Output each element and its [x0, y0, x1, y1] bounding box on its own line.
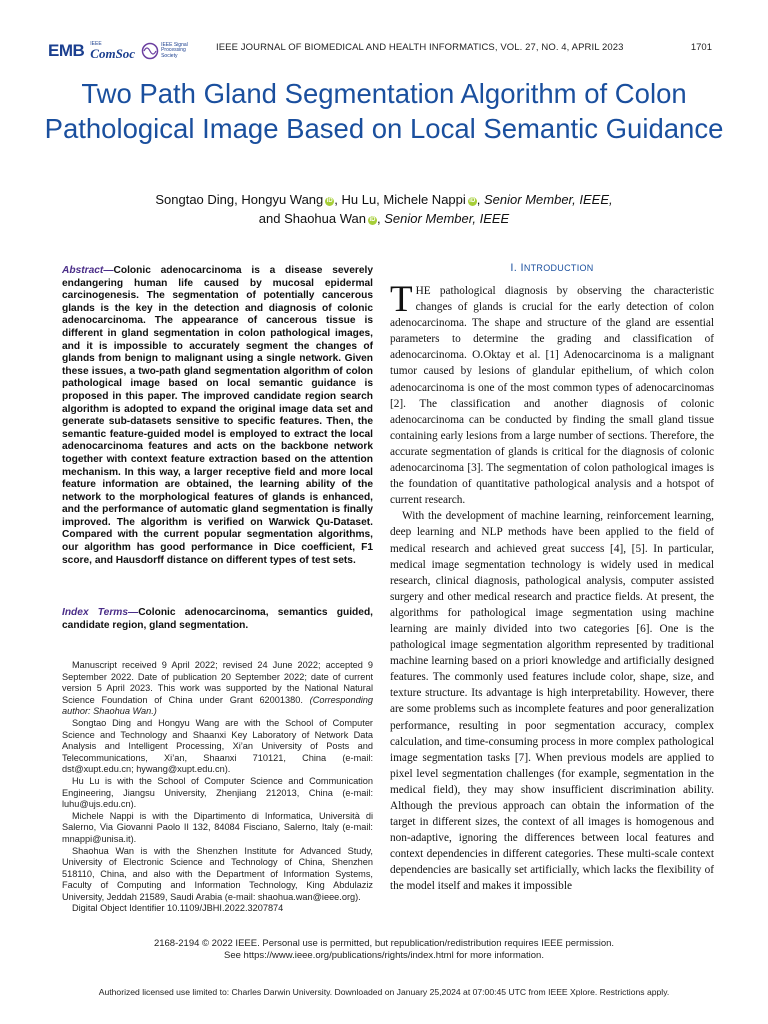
index-terms-label: Index Terms: [62, 607, 129, 618]
comsoc-logo: [90, 42, 135, 60]
orcid-icon[interactable]: iD: [369, 217, 376, 223]
footnote-paragraph: Shaohua Wan is with the Shenzhen Institute for Advanced Study, University of Electronic Science and Technology of China, Shenzhen 518110, China, and also with the Department of Information Systems, Faculty of Computing and Information Technology, King Abdulaziz University, Jeddah 21589, Saudi Arabia (e-mail: shaohua.wan@ieee.org).: [62, 845, 373, 902]
authors-segment: and Shaohua Wan: [258, 211, 366, 226]
author-line-2: [40, 209, 728, 228]
corresponding-author: (Corresponding author: Shaohua Wan.): [62, 694, 373, 717]
society-logos: [48, 38, 191, 64]
page-number: 1701: [690, 42, 712, 53]
footnote-paragraph: [62, 660, 373, 718]
index-terms: [62, 607, 373, 632]
abstract-dash: —: [103, 265, 114, 276]
sps-logo-icon: [141, 42, 159, 60]
paragraph: With the development of machine learning, reinforcement learning, deep learning and NLP methods have been applied to the field of medical research and achieved great success [4], [5]. In particular, medical image segmentation technology is widely used in medical research, clinical diagnosis, pathological analysis, computer assisted surgery and other medical research and practice fields. At present, the algorithms for pathological image segmentation using machine learning are mainly divided into two categories [6]. One is the pathological image segmentation algorithm represented by traditional machine learning based on a priori knowledge and artificially designed features. The commonly used features include color, shape, size, and texture structure. Its advantage is high interpretability. However, there are some problems such as incomplete features and poor generalization performance, resulting in poor segmentation accuracy, complex calculation, and time-consuming process in more complex pathological image segmentation tasks [7]. When previous models are applied to pixel level segmentation challenges (for example, segmentation in the medical field), they may show insufficient discrimination ability. Although the previous approach can obtain the information of the target in different sizes, the context of all images is homogenous and non-adaptive, ignoring the differences between local features and context dependencies in different categories. These multi-scale context dependencies are basically set artificially, which lacks the flexibility of the model itself and makes it impossible: [390, 510, 714, 893]
introduction-section: [390, 262, 714, 895]
body-text: [390, 279, 714, 895]
sps-logo: [141, 42, 191, 60]
author-line-1: [40, 190, 728, 209]
footnote-text: Manuscript received 9 April 2022; revised 24 June 2022; accepted 9 September 2022. Date of publication 20 September 2022; date of current version 5 April 2023. This work was supported by the National Natural Science Foundation of China under Grant 62001380.: [62, 660, 373, 705]
abstract-text: Colonic adenocarcinoma is a disease severely endangering human life caused by mucosal epidermal carcinogenesis. The segmentation of potentially cancerous glands is the key in the detection and diagnosis of colonic adenocarcinoma. The appearance of cancerous tissue is different in gland segmentation in colon pathological images, and it is impossible to accurately segment the changes of glands from benign to malignant using a single network. Given these issues, a two-path gland segmentation algorithm of colon pathological image based on local semantic guidance is proposed in this paper. The improved candidate region search algorithm is adopted to expand the original image data set and generate sub-datasets sensitive to specific features. Then, the semantic feature-guided model is employed to extract the local adenocarcinoma features and acts on the backbone network together with context feature extraction based on the attention mechanism. In this way, a larger receptive field and more local feature information are obtained, the learning ability of the network to the morphological features of glands is enhanced, and the performance of automatic gland segmentation is finally improved. The algorithm is verified on Warwick Qu-Dataset. Compared with the current popular segmentation algorithms, our algorithm has good performance in Dice coefficient, F1 score, and Hausdorff distance on different types of test sets.: [62, 265, 373, 566]
emb-logo: EMB: [48, 41, 85, 60]
authors-segment: ,: [476, 192, 485, 207]
section-heading-first: I: [520, 262, 524, 274]
sps-logo-text: IEEE Signal Processing Society: [161, 42, 188, 59]
section-heading-rest: NTRODUCTION: [523, 263, 594, 273]
footnote-paragraph: Hu Lu is with the School of Computer Science and Communication Engineering, Jiangsu University, Zhenjiang 212013, China (e-mail: luhu@ujs.edu.cn).: [62, 775, 373, 810]
drop-cap: T: [390, 279, 413, 320]
comsoc-logo-small: IEEE: [90, 41, 102, 47]
rights-link[interactable]: See https://www.ieee.org/publications/rights/index.html for more information.: [224, 950, 544, 961]
license-notice: Authorized licensed use limited to: Charles Darwin University. Downloaded on January 25,2024 at 07:00:45 UTC from IEEE Xplore. Restrictions apply.: [98, 987, 670, 997]
manuscript-footnote: [62, 660, 373, 915]
index-terms-text: Colonic adenocarcinoma, semantics guided, candidate region, gland segmentation.: [62, 607, 373, 631]
index-terms-dash: —: [128, 607, 139, 618]
abstract-label: Abstract: [62, 265, 104, 276]
footnote-paragraph: Michele Nappi is with the Dipartimento di Informatica, Università di Salerno, Via Giovanni Paolo II 132, 84084 Fisciano, Salerno, Italy (e-mail: mnappi@unisa.it).: [62, 810, 373, 844]
journal-header: IEEE JOURNAL OF BIOMEDICAL AND HEALTH INFORMATICS, VOL. 27, NO. 4, APRIL 2023: [216, 42, 624, 53]
section-heading: [390, 262, 714, 274]
copyright-line: 2168-2194 © 2022 IEEE. Personal use is permitted, but republication/redistribution requires IEEE permission.: [153, 938, 615, 949]
authors-segment: Songtao Ding, Hongyu Wang: [155, 192, 324, 207]
author-membership: Senior Member, IEEE,: [484, 192, 613, 207]
authors-segment: , Hu Lu, Michele Nappi: [334, 192, 466, 207]
abstract: [62, 265, 373, 567]
paragraph-text: HE pathological diagnosis by observing the characteristic changes of glands is crucial for the early detection of colon adenocarcinoma. The shape and structure of the gland are essential parameters to determine the grading and classification of adenocarcinoma. O.Oktay et al. [1] Adenocarcinoma is a malignant tumor caused by lesions of glandular epithelium, of which colon adenocarcinoma is one of the most common types of adenocarcinomas [2]. The classification and another diagnosis of colonic adenocarcinoma can be conducted by finding the small gland tissue containing early lesions from a large number of sections. Therefore, the accurate segmentation of glands is critical for the diagnosis of colonic adenocarcinoma [3]. The segmentation of colon pathological images is the foundation of quantitative pathological analysis and a hotspot of current research.: [390, 285, 714, 507]
orcid-icon[interactable]: iD: [469, 198, 476, 204]
orcid-icon[interactable]: iD: [326, 198, 333, 204]
comsoc-logo-text: ComSoc: [90, 46, 136, 61]
footnote-paragraph: Songtao Ding and Hongyu Wang are with the School of Computer Science and Technology and Shaanxi Key Laboratory of Network Data Analysis and Intelligent Processing, Xi’an University of Posts and Telecommunications, Xi’an, Shaanxi 710121, China (e-mail: dst@xupt.edu.cn; hywang@xupt.edu.cn).: [62, 717, 373, 775]
copyright-notice: [40, 938, 728, 962]
paper-title: Two Path Gland Segmentation Algorithm of Colon Pathological Image Based on Local Semantic Guidance: [44, 78, 724, 144]
paragraph: [390, 279, 714, 508]
section-number: I.: [510, 262, 521, 274]
doi-line: Digital Object Identifier 10.1109/JBHI.2022.3207874: [72, 903, 284, 914]
author-membership: Senior Member, IEEE: [384, 211, 510, 226]
authors-segment: ,: [376, 211, 385, 226]
author-list: [40, 190, 728, 228]
